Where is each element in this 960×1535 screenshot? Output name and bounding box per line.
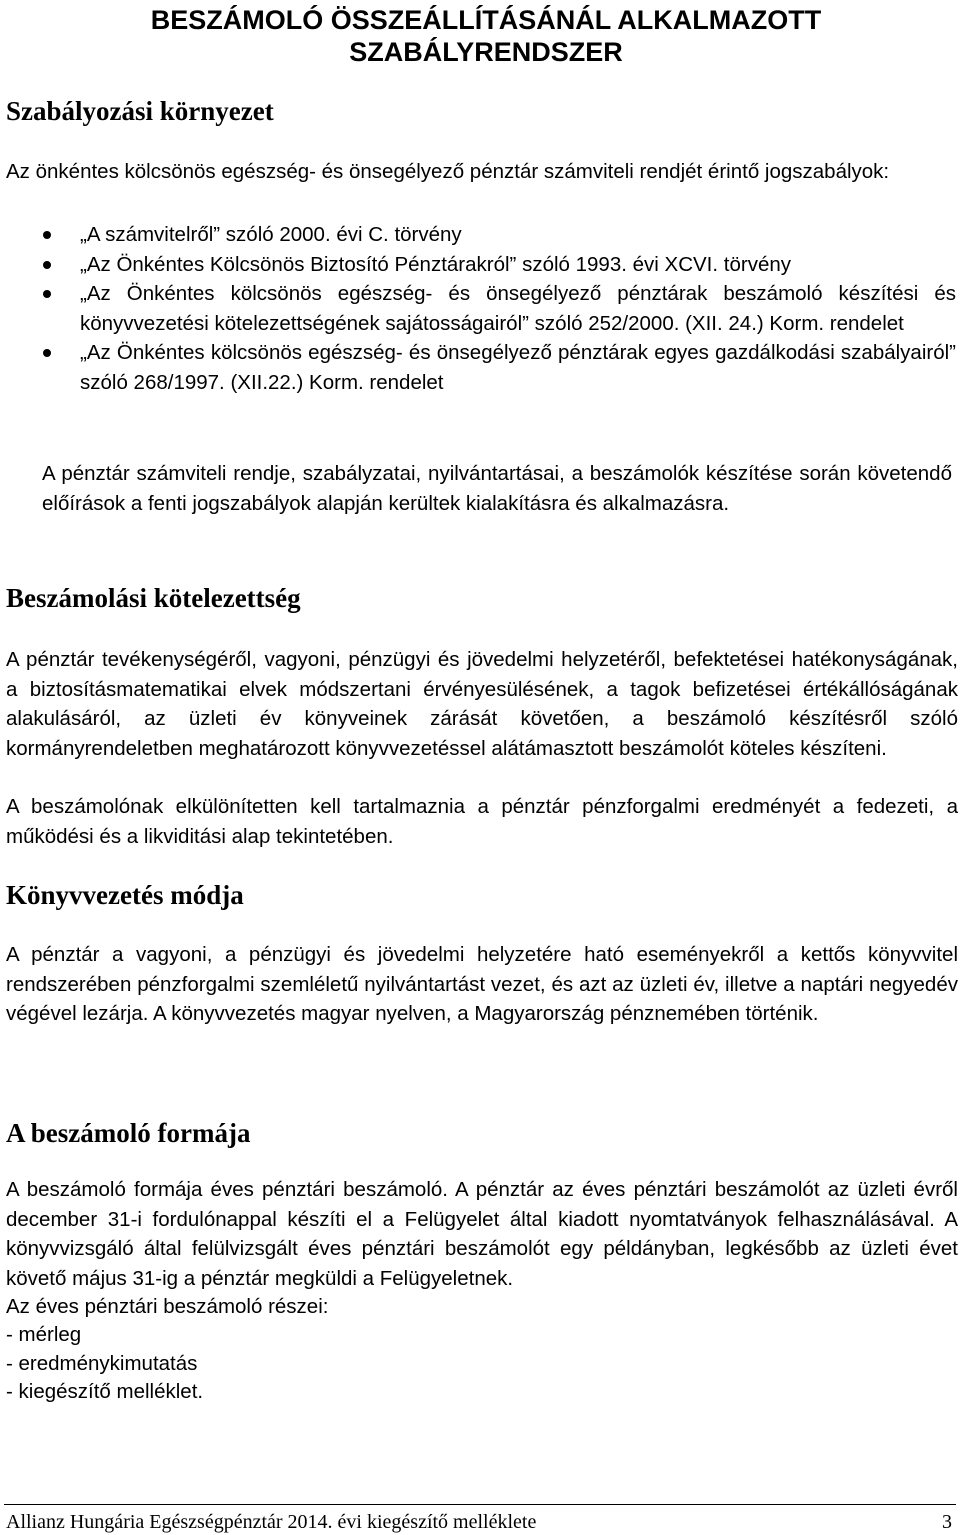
heading-report-form: A beszámoló formája: [6, 1118, 251, 1148]
report-parts-intro: Az éves pénztári beszámoló részei:: [6, 1295, 329, 1318]
report-form-paragraph: A beszámoló formája éves pénztári beszámoló. A pénztár az éves pénztári beszámolót az üzleti évről december 31-i fordulónappal készíti el a Felügyelet által kiadott nyomtatványok felhasználásával. A könyvvizsgáló által felülvizsgált éves pénztári beszámolót egy példányban, legkésőbb az üzleti évet követő május 31-ig a pénztár megküldi a Felügyeletnek.: [6, 1178, 958, 1290]
law-item: „Az Önkéntes kölcsönös egészség- és önsegélyező pénztárak egyes gazdálkodási szabályairól” szóló 268/1997. (XII.22.) Korm. rendelet: [0, 338, 960, 397]
regulatory-intro: Az önkéntes kölcsönös egészség- és önsegélyező pénztár számviteli rendjét érintő jogszabályok:: [6, 160, 890, 183]
list-item: - eredménykimutatás: [6, 1351, 198, 1375]
page-number: 3: [942, 1511, 952, 1533]
bullet-icon: [43, 349, 51, 357]
obligation-paragraph-1: A pénztár tevékenységéről, vagyoni, pénzügyi és jövedelmi helyzetéről, befektetései hatékonyságának, a biztosításmatematikai elvek módszertani érvényesülésének, a tagok befizetései értékállóságának alakulásáról, az üzleti év könyveinek zárását követően, a beszámoló készítésről szóló kormányrendeletben meghatározott könyvvezetéssel alátámasztott beszámolót köteles készíteni.: [6, 648, 958, 760]
law-item: „Az Önkéntes Kölcsönös Biztosító Pénztárakról” szóló 1993. évi XCVI. törvény: [0, 250, 960, 280]
report-parts-list: [6, 1321, 203, 1407]
heading-regulatory: Szabályozási környezet: [6, 96, 274, 126]
heading-obligation: Beszámolási kötelezettség: [6, 583, 301, 613]
title-line-2: SZABÁLYRENDSZER: [349, 37, 623, 67]
law-item: „A számvitelről” szóló 2000. évi C. törvény: [0, 220, 960, 250]
footer-text: Allianz Hungária Egészségpénztár 2014. évi kiegészítő melléklete: [6, 1511, 537, 1533]
document-title: [116, 4, 856, 68]
footer-divider: [4, 1504, 956, 1505]
heading-bookkeeping: Könyvvezetés módja: [6, 880, 244, 910]
bullet-icon: [43, 231, 51, 239]
title-line-1: BESZÁMOLÓ ÖSSZEÁLLÍTÁSÁNÁL ALKALMAZOTT: [150, 5, 822, 35]
list-item: - mérleg: [6, 1323, 82, 1346]
bullet-icon: [43, 261, 51, 269]
law-item: „Az Önkéntes kölcsönös egészség- és önsegélyező pénztárak beszámoló készítési és könyvvezetési kötelezettségének sajátosságairól” szóló 252/2000. (XII. 24.) Korm. rendelet: [0, 279, 960, 338]
law-list: [0, 220, 960, 397]
list-item: - kiegészítő melléklet.: [6, 1380, 204, 1403]
bookkeeping-paragraph: A pénztár a vagyoni, a pénzügyi és jövedelmi helyzetére ható eseményekről a kettős könyvvitel rendszerében pénzforgalmi szemléletű nyilvántartást vezet, és azt az üzleti év, illetve a naptári negyedév végével lezárja. A könyvvezetés magyar nyelven, a Magyarország pénznemében történik.: [6, 943, 958, 1025]
regulatory-closing: A pénztár számviteli rendje, szabályzatai, nyilvántartásai, a beszámolók készítése során követendő előírások a fenti jogszabályok alapján kerültek kialakításra és alkalmazásra.: [42, 462, 952, 515]
obligation-paragraph-2: A beszámolónak elkülönítetten kell tartalmaznia a pénztár pénzforgalmi eredményét a fedezeti, a működési és a likviditási alap tekintetében.: [6, 795, 958, 848]
bullet-icon: [43, 290, 51, 298]
